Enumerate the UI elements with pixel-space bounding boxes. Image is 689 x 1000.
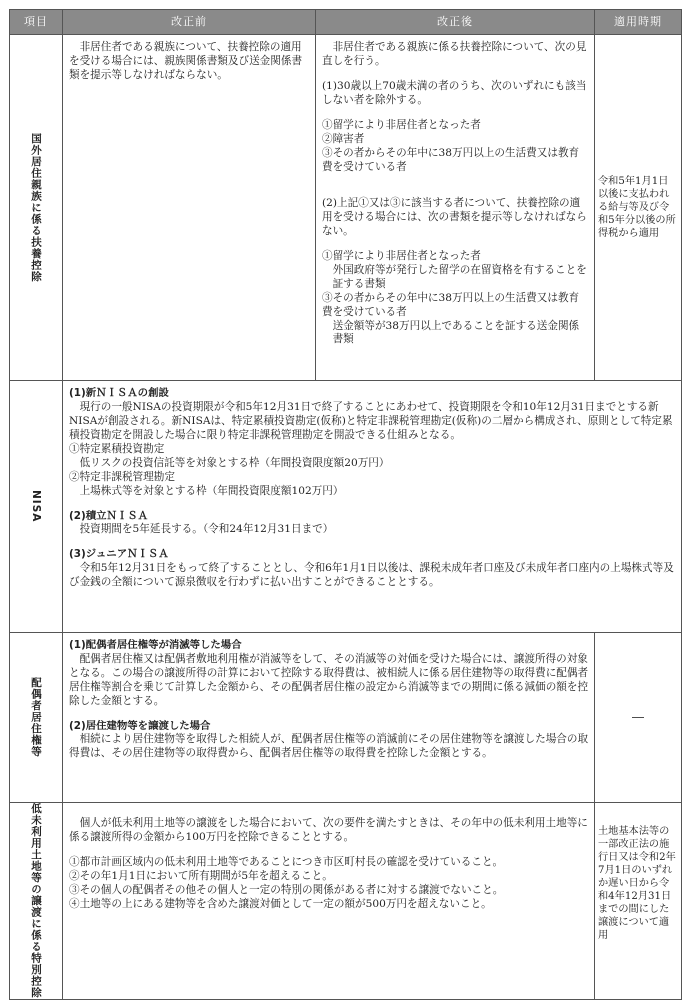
doc-item-1-detail: 外国政府等が発行した留学の在留資格を有することを証する書類 xyxy=(332,263,587,290)
row-overseas-dependents xyxy=(10,35,682,381)
timing-cell xyxy=(595,633,682,803)
section-heading: (1)新ＮＩＳＡの創設 xyxy=(69,387,169,399)
content-cell xyxy=(63,381,682,633)
section-text: 投資期間を5年延長する。（令和24年12月31日まで） xyxy=(79,523,334,536)
item-cell xyxy=(10,35,63,381)
section-text: 配偶者居住権又は配偶者敷地利用権が消滅等をして、その消滅等の対価を受けた場合には、譲渡所得の対象となる。この場合の譲渡所得の計算において控除する取得費は、被相続人に係る居住建物等の取得費に配偶者居住権等割合を乗じて計算した金額から、その配偶者居住権の設定から消滅等までの期間に係る減価の額を控除した金額とする。 xyxy=(69,652,589,707)
section-heading: (1)配偶者居住権等が消滅等した場合 xyxy=(69,639,242,651)
content-cell xyxy=(63,633,595,803)
section-text: 相続により居住建物等を取得した相続人が、配偶者居住権等の消滅前にその居住建物等を譲渡した場合の取得費は、その居住建物等の取得費から、配偶者居住権等の取得費を控除した金額とする。 xyxy=(69,733,589,760)
timing-cell xyxy=(595,803,682,1000)
content-cell xyxy=(63,803,595,1000)
header-row xyxy=(10,10,682,35)
header-after: 改正後 xyxy=(316,10,595,35)
header-before: 改正前 xyxy=(63,10,316,35)
timing-text: 土地基本法等の一部改正法の施行日又は令和2年7月1日のいずれか遅い日から令和4年12月31日までの間にした譲渡について適用 xyxy=(598,826,676,942)
timing-text: 令和5年1月1日以後に支払われる給与等及び令和5年分以後の所得税から適用 xyxy=(598,175,676,240)
before-cell xyxy=(63,35,316,381)
item-label: 低未利用土地等の譲渡に係る特別控除 xyxy=(30,803,43,999)
doc-item-3: ③その者からその年中に38万円以上の生活費又は教育費を受けている者 xyxy=(322,291,580,318)
requirement-item: ①都市計画区域内の低未利用土地等であることにつき市区町村長の確認を受けていること。 xyxy=(69,855,504,868)
requirement-item: ②その年1月1日において所有期間が5年を超えること。 xyxy=(69,869,333,882)
item-label: NISA xyxy=(30,490,43,523)
section-text: 現行の一般NISAの投資期限が令和5年12月31日で終了することにあわせて、投資期限を令和10年12月31日までとする新NISAが創設される。新NISAは、特定累積投資勘定(仮称)と特定非課税管理勘定(仮称)の二層から構成され、原則として特定累積投資勘定を開設した場合に限り特定非課税管理勘定を開設できる仕組みとなる。 xyxy=(69,400,673,441)
section-heading: (3)ジュニアＮＩＳＡ xyxy=(69,548,169,561)
list-item-detail: 上場株式等を対象とする枠（年間投資限度額102万円） xyxy=(79,484,344,497)
clause-1-item: ①留学により非居住者となった者 xyxy=(322,118,481,131)
row-spousal-residence xyxy=(10,633,682,803)
timing-cell xyxy=(595,35,682,381)
list-item: ②特定非課税管理勘定 xyxy=(69,470,175,483)
doc-item-1: ①留学により非居住者となった者 xyxy=(322,249,481,262)
item-label: 国外居住親族に係る扶養控除 xyxy=(30,132,43,283)
doc-item-3-detail: 送金額等が38万円以上であることを証する送金関係書類 xyxy=(332,319,580,346)
list-item: ①特定累積投資勘定 xyxy=(69,442,165,455)
row-nisa xyxy=(10,381,682,633)
requirement-item: ③その個人の配偶者その他その個人と一定の特別の関係がある者に対する譲渡でないこと。 xyxy=(69,883,504,896)
section-heading: (2)居住建物等を譲渡した場合 xyxy=(69,719,211,732)
before-text: 非居住者である親族について、扶養控除の適用を受ける場合には、親族関係書類及び送金関係書類を提示等しなければならない。 xyxy=(69,41,303,81)
clause-1-item: ③その者からその年中に38万円以上の生活費又は教育費を受けている者 xyxy=(322,146,580,173)
header-item: 項目 xyxy=(10,10,63,35)
item-cell xyxy=(10,381,63,633)
after-clause-2: (2)上記①又は③に該当する者について、扶養控除の適用を受ける場合には、次の書類を提示等しなければならない。 xyxy=(322,196,587,237)
row-low-use-land xyxy=(10,803,682,1000)
item-cell xyxy=(10,803,63,1000)
clause-1-item: ②障害者 xyxy=(322,132,365,145)
item-cell xyxy=(10,633,63,803)
header-timing: 適用時期 xyxy=(595,10,682,35)
list-item-detail: 低リスクの投資信託等を対象とする枠（年間投資限度額20万円） xyxy=(79,456,390,469)
after-clause-1: (1)30歳以上70歳未満の者のうち、次のいずれにも該当しない者を除外する。 xyxy=(322,79,587,106)
tax-reform-table-page xyxy=(9,9,681,1000)
section-text: 個人が低未利用土地等の譲渡をした場合において、次の要件を満たすときは、その年中の低未利用土地等に係る譲渡所得の金額から100万円を控除できることとする。 xyxy=(69,817,588,843)
requirement-item: ④土地等の上にある建物等を含めた譲渡対価として一定の額が500万円を超えないこと。 xyxy=(69,897,492,910)
section-text: 令和5年12月31日をもって終了することとし、令和6年1月1日以後は、課税未成年者口座及び未成年者口座内の上場株式等及び金銭の全額について源泉徴収を行わずに払い出すことができることとする。 xyxy=(69,561,674,588)
section-heading: (2)積立ＮＩＳＡ xyxy=(69,509,149,522)
item-label: 配偶者居住権等 xyxy=(30,677,43,758)
after-intro: 非居住者である親族に係る扶養控除について、次の見直しを行う。 xyxy=(322,41,587,67)
timing-dash: ― xyxy=(632,709,644,724)
tax-reform-table xyxy=(9,9,682,1000)
after-cell xyxy=(316,35,595,381)
